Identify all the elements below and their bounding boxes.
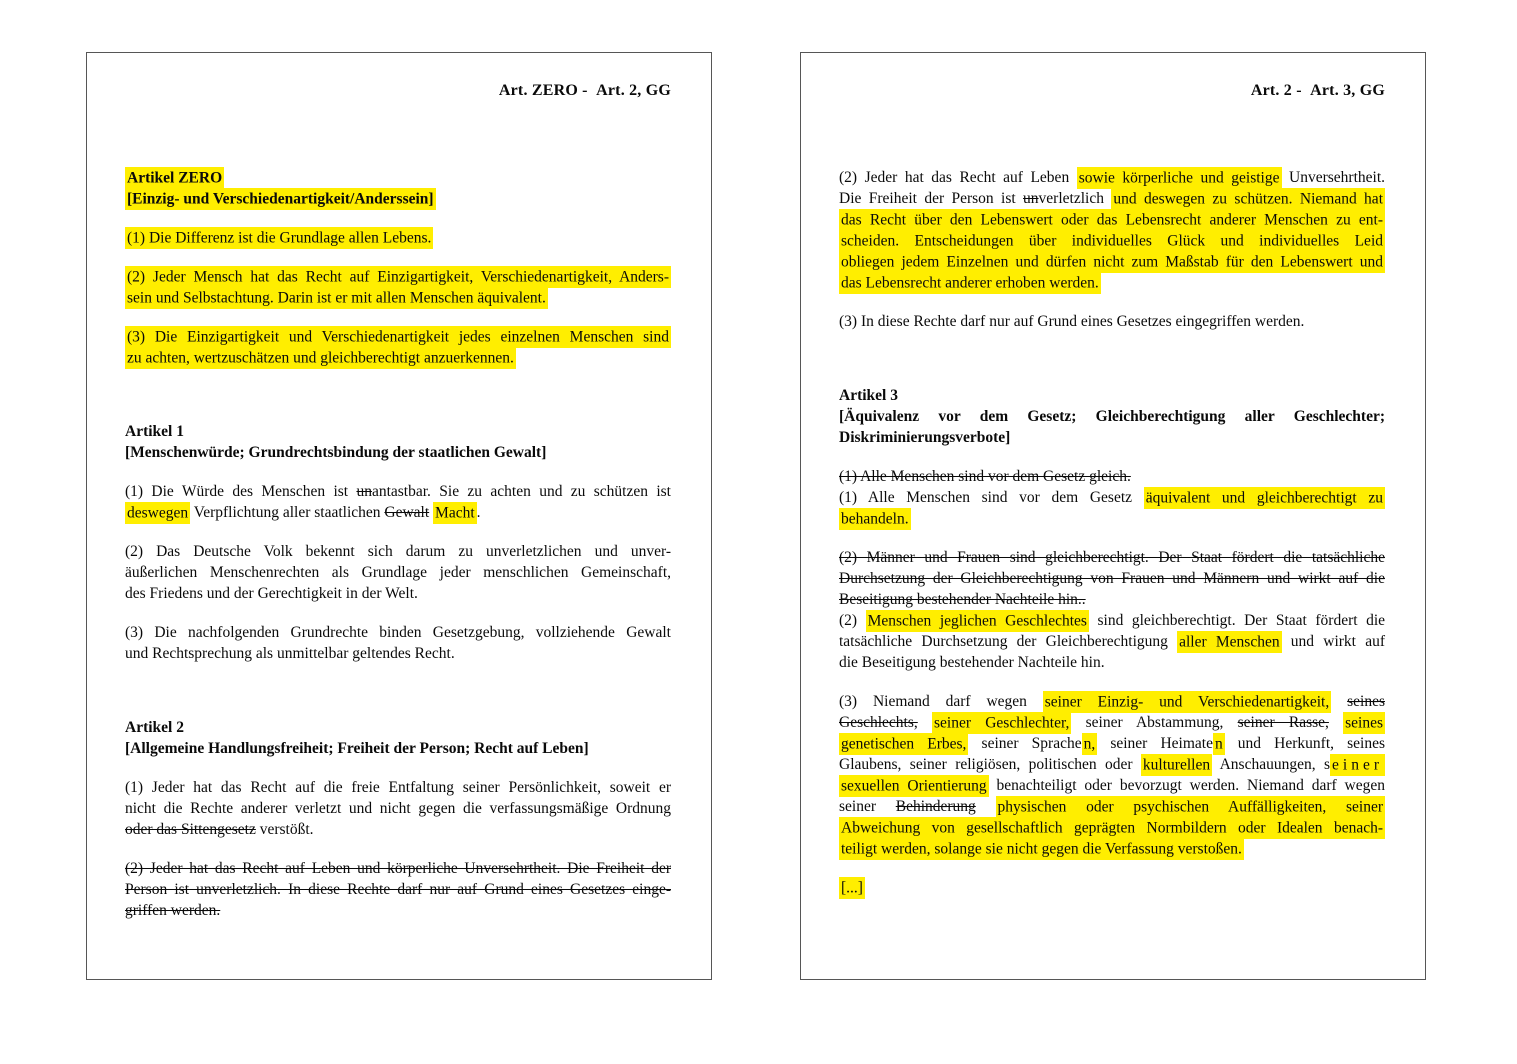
text-run: und Herkunft, seines bbox=[1224, 735, 1385, 752]
struck-text: griffen werden. bbox=[125, 902, 221, 919]
text-line bbox=[839, 167, 1385, 188]
text-run: Diskriminierungsverbote] bbox=[839, 429, 1011, 446]
text-run: (3) In diese Rechte darf nur auf Grund eines Gesetzes eingegriffen werden. bbox=[839, 313, 1305, 330]
highlighted-text: physischen oder psychischen Auffälligkeiten, seiner bbox=[996, 796, 1385, 818]
text-run: Die Freiheit der Person ist bbox=[839, 190, 1024, 207]
artikel-3-heading bbox=[839, 385, 1385, 448]
artikel-zero-heading bbox=[125, 167, 671, 209]
artikel-1-abs-3 bbox=[125, 622, 671, 664]
artikel-3-abs-2 bbox=[839, 547, 1385, 673]
text-line bbox=[125, 777, 671, 798]
text-line bbox=[839, 817, 1385, 838]
page-2-body bbox=[839, 167, 1385, 898]
highlighted-text: Artikel ZERO bbox=[125, 167, 224, 189]
text-run: und wirkt auf bbox=[1281, 633, 1385, 650]
text-run: [Äquivalenz vor dem Gesetz; Gleichberechtigung aller Geschlechter; bbox=[839, 408, 1385, 425]
text-line bbox=[839, 691, 1385, 712]
text-run bbox=[976, 798, 996, 815]
text-run: antastbar. Sie zu achten und zu schützen ist bbox=[371, 483, 671, 500]
text-line bbox=[125, 481, 671, 502]
text-run: sind gleichberechtigt. Der Staat fördert die bbox=[1088, 612, 1386, 629]
text-line bbox=[839, 610, 1385, 631]
text-line bbox=[839, 796, 1385, 817]
text-run: benachteiligt oder bevorzugt werden. Niemand darf wegen bbox=[988, 777, 1386, 794]
text-line bbox=[125, 622, 671, 643]
highlighted-text: teiligt werden, solange sie nicht gegen die Verfassung verstoßen. bbox=[839, 838, 1244, 860]
highlighted-text: n, bbox=[1082, 733, 1098, 755]
text-run: . bbox=[476, 504, 481, 521]
text-line bbox=[839, 508, 1385, 529]
text-run: (2) Das Deutsche Volk bekennt sich darum zu unverletzlichen und unver- bbox=[125, 543, 671, 560]
text-line bbox=[839, 877, 1385, 898]
text-run: Anschauungen, s bbox=[1212, 756, 1331, 773]
struck-text: (2) Männer und Frauen sind gleichberechtigt. Der Staat fördert die tatsächliche bbox=[839, 549, 1385, 566]
struck-text: seines bbox=[1347, 693, 1385, 710]
text-line bbox=[125, 738, 671, 759]
artikel-3-abs-3 bbox=[839, 691, 1385, 859]
highlighted-text: zu achten, wertzuschätzen und gleichberechtigt anzuerkennen. bbox=[125, 347, 516, 369]
highlighted-text: seiner Einzig- und Verschiedenartigkeit, bbox=[1043, 691, 1331, 713]
text-line bbox=[125, 717, 671, 738]
struck-text: oder das Sittengesetz bbox=[125, 821, 256, 838]
highlighted-text: Menschen jeglichen Geschlechtes bbox=[866, 610, 1089, 632]
highlighted-text: sexuellen Orientierung bbox=[839, 775, 989, 797]
text-line bbox=[839, 311, 1385, 332]
struck-text: Person ist unverletzlich. In diese Rechte darf nur auf Grund eines Gesetzes einge- bbox=[125, 881, 671, 898]
text-line bbox=[839, 406, 1385, 427]
page-1-body bbox=[125, 167, 671, 921]
text-run: die Beseitigung bestehender Nachteile hin. bbox=[839, 654, 1105, 671]
text-line bbox=[839, 487, 1385, 508]
text-run: (1) Jeder hat das Recht auf die freie Entfaltung seiner Persönlichkeit, soweit er bbox=[125, 779, 671, 796]
highlighted-text: scheiden. Entscheidungen über individuelles Glück und individuelles Leid bbox=[839, 230, 1385, 252]
document-page-1 bbox=[86, 52, 712, 980]
highlighted-text: aller Menschen bbox=[1177, 631, 1281, 653]
text-run: (1) Alle Menschen sind vor dem Gesetz bbox=[839, 489, 1144, 506]
highlighted-text: behandeln. bbox=[839, 508, 911, 530]
text-line bbox=[125, 879, 671, 900]
text-line bbox=[125, 347, 671, 368]
text-line bbox=[125, 819, 671, 840]
text-run bbox=[918, 714, 932, 731]
text-line bbox=[125, 562, 671, 583]
struck-text: Behinderung bbox=[895, 798, 976, 815]
text-line bbox=[125, 541, 671, 562]
highlighted-text: äquivalent und gleichberechtigt zu bbox=[1144, 487, 1385, 509]
text-run: [Allgemeine Handlungsfreiheit; Freiheit der Person; Recht auf Leben] bbox=[125, 740, 589, 757]
text-run: Artikel 2 bbox=[125, 719, 184, 736]
text-run: tatsächliche Durchsetzung der Gleichberechtigung bbox=[839, 633, 1178, 650]
text-line bbox=[839, 188, 1385, 209]
highlighted-text: kulturellen bbox=[1141, 754, 1212, 776]
text-line bbox=[839, 652, 1385, 673]
struck-text: Durchsetzung der Gleichberechtigung von Frauen und Männern und wirkt auf die bbox=[839, 570, 1385, 587]
text-run bbox=[1331, 693, 1347, 710]
artikel-1-heading bbox=[125, 421, 671, 463]
text-run: (1) Die Würde des Menschen ist bbox=[125, 483, 357, 500]
highlighted-text: Abweichung von gesellschaftlich geprägten Normbildern oder Idealen benach- bbox=[839, 817, 1385, 839]
text-line bbox=[125, 900, 671, 921]
struck-text: Gewalt bbox=[384, 504, 430, 521]
text-line bbox=[839, 589, 1385, 610]
text-run bbox=[1329, 714, 1343, 731]
struck-text: (2) Jeder hat das Recht auf Leben und körperliche Unversehrtheit. Die Freiheit der bbox=[125, 860, 671, 877]
text-run: [Menschenwürde; Grundrechtsbindung der staatlichen Gewalt] bbox=[125, 444, 547, 461]
text-run: nicht die Rechte anderer verletzt und nicht gegen die verfassungsmäßige Ordnung bbox=[125, 800, 671, 817]
artikel-1-abs-1 bbox=[125, 481, 671, 523]
struck-text: (1) Alle Menschen sind vor dem Gesetz gleich. bbox=[839, 468, 1131, 485]
text-run: Artikel 3 bbox=[839, 387, 898, 404]
text-line bbox=[839, 209, 1385, 230]
highlighted-text: [Einzig- und Verschiedenartigkeit/Anderssein] bbox=[125, 188, 436, 210]
highlighted-text: n bbox=[1213, 733, 1225, 755]
text-line bbox=[125, 266, 671, 287]
text-line bbox=[839, 427, 1385, 448]
text-line bbox=[125, 583, 671, 604]
text-line bbox=[839, 838, 1385, 859]
struck-text: Geschlechts, bbox=[839, 714, 918, 731]
text-line bbox=[839, 547, 1385, 568]
highlighted-text: deswegen bbox=[125, 502, 190, 524]
text-line bbox=[125, 502, 671, 523]
text-run: (3) Niemand darf wegen bbox=[839, 693, 1043, 710]
highlighted-text: und deswegen zu schützen. Niemand hat bbox=[1111, 188, 1385, 210]
highlighted-text: sein und Selbstachtung. Darin ist er mit allen Menschen äquivalent. bbox=[125, 287, 548, 309]
page-2-header: Art. 2 - Art. 3, GG bbox=[1250, 82, 1385, 99]
text-run: Artikel 1 bbox=[125, 423, 184, 440]
artikel-zero-abs-1 bbox=[125, 227, 671, 248]
document-page-2 bbox=[800, 52, 1426, 980]
highlighted-text: das Recht über den Lebenswert oder das Lebensrecht anderer Menschen zu ent- bbox=[839, 209, 1385, 231]
text-line bbox=[125, 167, 671, 188]
artikel-zero-abs-3 bbox=[125, 326, 671, 368]
artikel-zero-abs-2 bbox=[125, 266, 671, 308]
highlighted-text: obliegen jedem Einzelnen und dürfen nicht zum Maßstab für den Lebenswert und bbox=[839, 251, 1385, 273]
text-line bbox=[125, 858, 671, 879]
text-run: (2) Jeder hat das Recht auf Leben bbox=[839, 169, 1077, 186]
text-line bbox=[839, 568, 1385, 589]
text-line bbox=[125, 188, 671, 209]
artikel-2-abs-2-struck bbox=[125, 858, 671, 921]
struck-text: un bbox=[356, 483, 372, 500]
highlighted-text: seiner Geschlechter, bbox=[932, 712, 1071, 734]
text-run: Unversehrtheit. bbox=[1281, 169, 1386, 186]
text-run: äußerlichen Menschenrechten als Grundlage jeder menschlichen Gemeinschaft, bbox=[125, 564, 671, 581]
text-run: seiner bbox=[839, 798, 896, 815]
text-run: verletzlich bbox=[1038, 190, 1112, 207]
text-line bbox=[125, 798, 671, 819]
text-run: Glaubens, seiner religiösen, politischen oder bbox=[839, 756, 1141, 773]
text-line bbox=[839, 631, 1385, 652]
text-line bbox=[839, 230, 1385, 251]
text-line bbox=[125, 442, 671, 463]
text-line bbox=[839, 733, 1385, 754]
highlighted-text: (2) Jeder Mensch hat das Recht auf Einzigartigkeit, Verschiedenartigkeit, Anders- bbox=[125, 266, 671, 288]
text-line bbox=[839, 754, 1385, 775]
text-run: und Rechtsprechung als unmittelbar geltendes Recht. bbox=[125, 645, 455, 662]
highlighted-text: (1) Die Differenz ist die Grundlage allen Lebens. bbox=[125, 227, 433, 249]
artikel-1-abs-2 bbox=[125, 541, 671, 604]
text-line bbox=[125, 421, 671, 442]
text-run: (3) Die nachfolgenden Grundrechte binden Gesetzgebung, vollziehende Gewalt bbox=[125, 624, 671, 641]
page-1-header: Art. ZERO - Art. 2, GG bbox=[498, 82, 671, 99]
artikel-2-abs-3 bbox=[839, 311, 1385, 332]
text-line bbox=[839, 385, 1385, 406]
highlighted-text: das Lebensrecht anderer erhoben werden. bbox=[839, 272, 1101, 294]
text-run: verstößt. bbox=[255, 821, 314, 838]
text-line bbox=[839, 466, 1385, 487]
highlighted-text: Macht bbox=[433, 502, 477, 524]
text-run: seiner Heimate bbox=[1097, 735, 1213, 752]
highlighted-text: genetischen Erbes, bbox=[839, 733, 968, 755]
text-line bbox=[839, 775, 1385, 796]
struck-text: un bbox=[1023, 190, 1039, 207]
text-line bbox=[839, 712, 1385, 733]
text-run: (2) bbox=[839, 612, 866, 629]
text-run: seiner Abstammung, bbox=[1071, 714, 1238, 731]
text-line bbox=[125, 643, 671, 664]
artikel-2-abs-2-revised bbox=[839, 167, 1385, 293]
text-line bbox=[839, 272, 1385, 293]
artikel-2-heading bbox=[125, 717, 671, 759]
text-line bbox=[125, 227, 671, 248]
struck-text: Beseitigung bestehender Nachteile hin.. bbox=[839, 591, 1086, 608]
struck-text: seiner Rasse, bbox=[1237, 714, 1329, 731]
text-run: Verpflichtung aller staatlichen bbox=[190, 504, 385, 521]
text-line bbox=[125, 326, 671, 347]
artikel-2-abs-1 bbox=[125, 777, 671, 840]
highlighted-text: (3) Die Einzigartigkeit und Verschiedenartigkeit jedes einzelnen Menschen sind bbox=[125, 326, 671, 348]
text-line bbox=[125, 287, 671, 308]
continuation-ellipsis bbox=[839, 877, 1385, 898]
text-run: des Friedens und der Gerechtigkeit in der Welt. bbox=[125, 585, 418, 602]
artikel-3-abs-1 bbox=[839, 466, 1385, 529]
highlighted-text: [...] bbox=[839, 877, 865, 899]
highlighted-text: seines bbox=[1343, 712, 1385, 734]
highlighted-spaced-text: einer bbox=[1330, 754, 1385, 776]
text-run: seiner Sprache bbox=[968, 735, 1082, 752]
text-line bbox=[839, 251, 1385, 272]
highlighted-text: sowie körperliche und geistige bbox=[1077, 167, 1282, 189]
